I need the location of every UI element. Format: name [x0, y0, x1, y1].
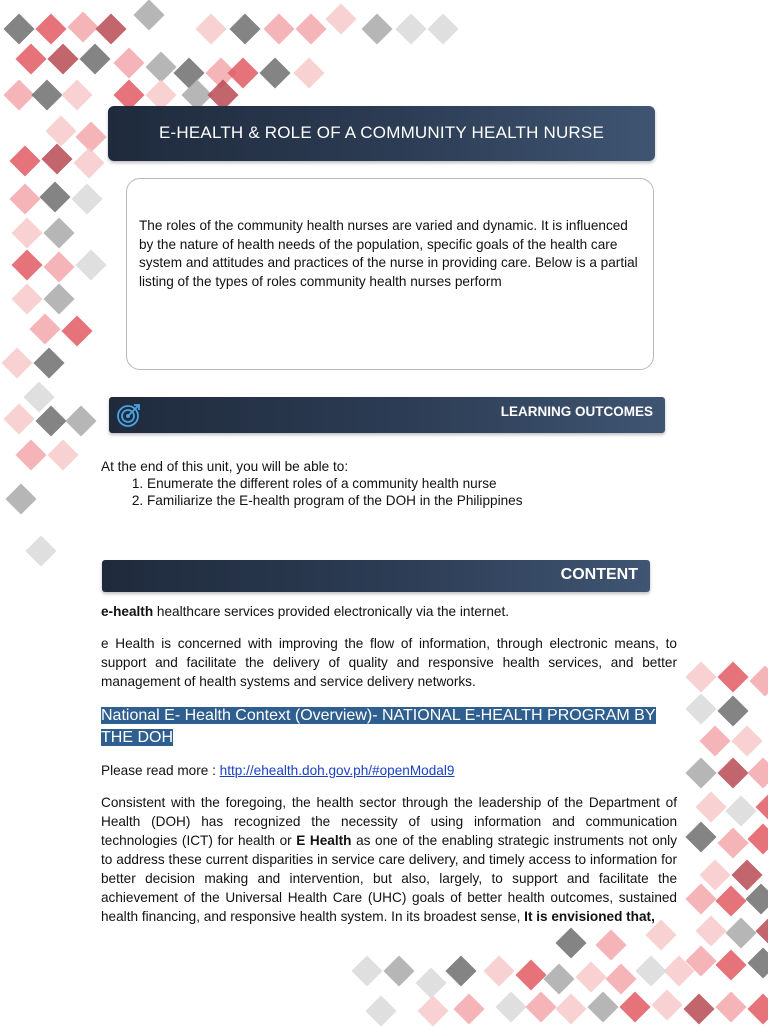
decorative-diamond: [61, 79, 92, 110]
learning-outcomes-list: [101, 475, 523, 509]
decorative-diamond: [715, 885, 746, 916]
decorative-diamond: [525, 991, 556, 1022]
decorative-diamond: [1, 347, 32, 378]
paragraph-1: [101, 634, 677, 691]
decorative-diamond: [47, 43, 78, 74]
decorative-diamond: [351, 955, 382, 986]
decorative-diamond: [229, 13, 260, 44]
decorative-diamond: [695, 915, 726, 946]
decorative-diamond: [73, 147, 104, 178]
target-icon: [116, 402, 142, 428]
decorative-diamond: [417, 995, 448, 1026]
decorative-diamond: [195, 13, 226, 44]
decorative-diamond: [5, 483, 36, 514]
decorative-diamond: [495, 991, 526, 1022]
decorative-diamond: [685, 757, 716, 788]
decorative-diamond: [11, 217, 42, 248]
definition-line: [101, 602, 677, 621]
decorative-diamond: [395, 13, 426, 44]
decorative-diamond: [3, 403, 34, 434]
decorative-diamond: [9, 183, 40, 214]
decorative-diamond: [749, 665, 768, 696]
section-heading-text: National E- Health Context (Overview)- NATIONAL E-HEALTH PROGRAM BY THE DOH: [101, 707, 656, 746]
decorative-diamond: [445, 955, 476, 986]
decorative-diamond: [293, 57, 324, 88]
decorative-diamond: [75, 121, 106, 152]
decorative-diamond: [747, 947, 768, 978]
decorative-diamond: [695, 791, 726, 822]
decorative-diamond: [11, 249, 42, 280]
decorative-diamond: [685, 693, 716, 724]
decorative-diamond: [325, 3, 356, 34]
paragraph-2-part2: as one of the enabling strategic instruments not only to address these current disparities in service care delivery, and timely access to information for better decision making and intervention, but also, largely, to support and facilitate the achievement of the Universal Health Care (UHC) goals of better health outcomes, sustained health financing, and responsive health system. In its broadest sense,: [101, 833, 678, 924]
content-label: CONTENT: [560, 566, 638, 583]
decorative-diamond: [31, 79, 62, 110]
decorative-diamond: [595, 929, 626, 960]
decorative-diamond: [483, 955, 514, 986]
decorative-diamond: [259, 57, 290, 88]
paragraph-2-bold2: It is envisioned that,: [524, 909, 655, 924]
decorative-diamond: [427, 13, 458, 44]
decorative-diamond: [453, 993, 484, 1024]
decorative-diamond: [587, 991, 618, 1022]
decorative-diamond: [11, 283, 42, 314]
decorative-diamond: [71, 183, 102, 214]
decorative-diamond: [683, 993, 714, 1024]
decorative-diamond: [263, 13, 294, 44]
learning-outcomes-label: LEARNING OUTCOMES: [500, 404, 653, 419]
paragraph-1-text: e Health is concerned with improving the flow of information, through electronic means, to support and facilitate the delivery of quality and responsive health services, and better management of health systems and service delivery networks.: [101, 636, 677, 689]
decorative-diamond: [555, 993, 586, 1024]
learning-outcomes-intro: At the end of this unit, you will be able to:: [101, 459, 349, 474]
decorative-diamond: [725, 795, 756, 826]
paragraph-2-bold1: E Health: [296, 833, 352, 848]
decorative-diamond: [747, 757, 768, 788]
decorative-diamond: [79, 43, 110, 74]
decorative-diamond: [47, 439, 78, 470]
decorative-diamond: [3, 79, 34, 110]
decorative-diamond: [383, 955, 414, 986]
decorative-diamond: [731, 725, 762, 756]
decorative-diamond: [605, 963, 636, 994]
decorative-diamond: [29, 313, 60, 344]
decorative-diamond: [41, 143, 72, 174]
decorative-diamond: [43, 283, 74, 314]
page-title: E-HEALTH & ROLE OF A COMMUNITY HEALTH NURSE: [158, 123, 604, 142]
list-item: 1. Enumerate the different roles of a community health nurse: [147, 475, 523, 492]
read-more-line: [101, 761, 677, 780]
decorative-diamond: [133, 0, 164, 31]
decorative-diamond: [699, 725, 730, 756]
decorative-diamond: [543, 963, 574, 994]
decorative-diamond: [755, 791, 768, 822]
learning-outcomes-section: [101, 458, 523, 509]
decorative-diamond: [717, 695, 748, 726]
paragraph-2-part1: Consistent with the foregoing, the health sector through the leadership of the Department of Health (DOH) has recognized the necessity of using information and communication technologies (ICT) for health or: [101, 795, 677, 848]
decorative-diamond: [361, 13, 392, 44]
decorative-diamond: [15, 43, 46, 74]
decorative-diamond: [39, 181, 70, 212]
paragraph-2-text: [101, 793, 677, 926]
learning-outcomes-banner: [109, 397, 665, 433]
decorative-diamond: [717, 757, 748, 788]
definition-term: e-health: [101, 604, 154, 619]
decorative-diamond: [227, 57, 258, 88]
title-banner: [108, 106, 655, 161]
decorative-diamond: [715, 991, 746, 1022]
decorative-diamond: [145, 51, 176, 82]
decorative-diamond: [515, 959, 546, 990]
decorative-diamond: [415, 967, 446, 998]
decorative-diamond: [685, 821, 716, 852]
decorative-diamond: [61, 315, 92, 346]
decorative-diamond: [75, 249, 106, 280]
decorative-diamond: [43, 217, 74, 248]
paragraph-2: [101, 793, 677, 926]
decorative-diamond: [25, 535, 56, 566]
decorative-diamond: [9, 145, 40, 176]
decorative-diamond: [725, 917, 756, 948]
decorative-diamond: [651, 989, 682, 1020]
decorative-diamond: [35, 13, 66, 44]
decorative-diamond: [635, 955, 666, 986]
decorative-diamond: [555, 927, 586, 958]
decorative-diamond: [295, 13, 326, 44]
decorative-diamond: [717, 661, 748, 692]
decorative-diamond: [619, 991, 650, 1022]
decorative-diamond: [33, 347, 64, 378]
definition-text: healthcare services provided electronically via the internet.: [153, 604, 510, 619]
decorative-diamond: [45, 115, 76, 146]
decorative-diamond: [65, 405, 96, 436]
list-item: 2. Familiarize the E-health program of the DOH in the Philippines: [147, 492, 523, 509]
ehealth-link[interactable]: http://ehealth.doh.gov.ph/#openModal9: [219, 763, 455, 778]
decorative-diamond: [575, 961, 606, 992]
decorative-diamond: [95, 13, 126, 44]
decorative-diamond: [43, 251, 74, 282]
decorative-diamond: [67, 11, 98, 42]
intro-text: The roles of the community health nurses are varied and dynamic. It is influenced by the nature of health needs of the population, specific goals of the health care system and attitudes and practices of the nurse in providing care. Below is a partial listing of the types of roles community health nurses perform: [139, 218, 638, 289]
decorative-diamond: [15, 439, 46, 470]
decorative-diamond: [715, 949, 746, 980]
decorative-diamond: [113, 47, 144, 78]
read-more-label: Please read more :: [101, 763, 220, 778]
decorative-diamond: [755, 915, 768, 946]
intro-box: [126, 178, 654, 370]
decorative-diamond: [747, 823, 768, 854]
decorative-diamond: [365, 995, 396, 1026]
section-heading: [101, 705, 679, 749]
content-banner: [102, 560, 650, 592]
decorative-diamond: [685, 661, 716, 692]
decorative-diamond: [717, 827, 748, 858]
decorative-diamond: [3, 13, 34, 44]
decorative-diamond: [747, 993, 768, 1024]
